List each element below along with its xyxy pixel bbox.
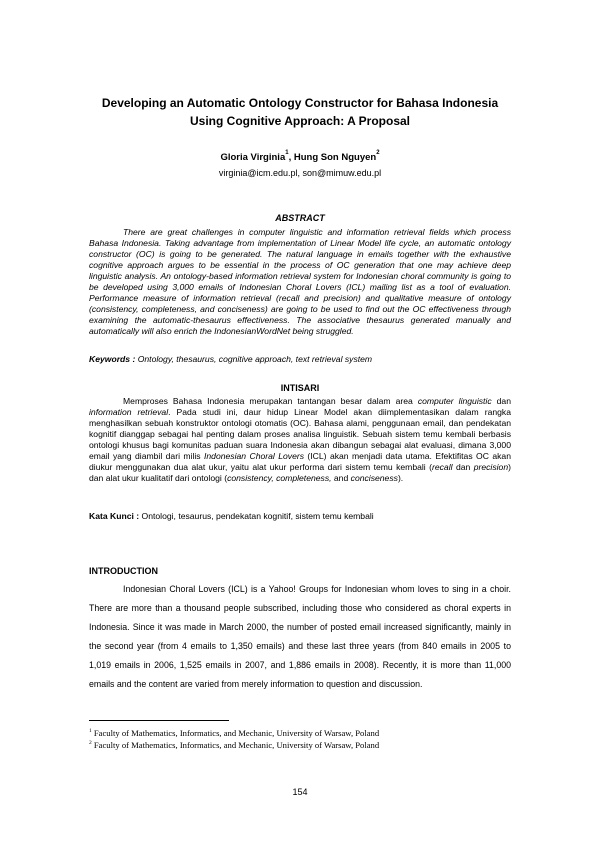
introduction-paragraph <box>89 580 511 694</box>
intisari-text: Memproses Bahasa Indonesia merupakan tantangan besar dalam area <box>123 396 418 406</box>
intisari-italic: Indonesian Choral Lovers <box>204 451 305 461</box>
intisari-heading: INTISARI <box>280 383 320 393</box>
footnote-separator <box>89 720 229 721</box>
intisari-italic: recall <box>431 462 453 472</box>
intisari-text: ). <box>397 473 404 483</box>
paper-title-line1: Developing an Automatic Ontology Constructor for Bahasa Indonesia <box>101 96 499 110</box>
footnote-number: 1 <box>89 728 92 734</box>
page-number: 154 <box>292 787 308 797</box>
intisari-italic: consistency, completeness, <box>227 473 332 483</box>
intisari-text: dan <box>452 462 474 472</box>
intisari-text: and <box>331 473 351 483</box>
intisari-italic: computer linguistic <box>417 396 492 406</box>
intisari-text: dan <box>491 396 511 406</box>
author-name: Gloria Virginia <box>220 152 286 163</box>
author-emails: virginia@icm.edu.pl, son@mimuw.edu.pl <box>218 168 382 178</box>
footnote-2 <box>89 740 379 750</box>
footnote-1 <box>89 728 379 738</box>
intisari-paragraph <box>89 396 511 484</box>
abstract-heading: ABSTRACT <box>275 213 325 223</box>
author-affiliation-mark: 1 <box>285 150 289 156</box>
footnote-text: Faculty of Mathematics, Informatics, and Mechanic, University of Warsaw, Poland <box>91 740 380 750</box>
footnote-number: 2 <box>89 740 92 746</box>
intisari-text: (ICL) akan menjadi data utama. Efektifitas OC akan diukur menggunakan dua alat ukur, yaitu alat ukur performa dari sistem temu kembali ( <box>89 451 511 472</box>
intisari-italic: conciseness <box>350 473 398 483</box>
author-separator: , <box>288 152 294 163</box>
abstract-text: There are great challenges in computer linguistic and information retrieval fields which process Bahasa Indonesia. Taking advantage from implementation of Linear Model life cycle, an automatic ontology constructor (OC) is going to be generated. The natural language in emails together with the exhaustive cognitive approach argues to be essential in the process of OC generation that one may achieve deep linguistic analysis. An ontology-based information retrieval system for Indonesian choral community is going to be developed using 3,000 emails of Indonesian Choral Lovers (ICL) mailing list as a tool of evaluation. Performance measure of information retrieval (recall and precision) and qualitative measure of ontology (consistency, completeness, and conciseness) are going to be used to find out the OC effectiveness through examining the automatic-thesaurus effectiveness. The associative thesaurus generated manually and automatically will also enrich the IndonesianWordNet being struggled. <box>89 227 511 336</box>
intisari-italic: precision <box>473 462 509 472</box>
intisari-text: ) dan alat ukur kualitatif dari ontologi ( <box>89 462 511 483</box>
introduction-heading: INTRODUCTION <box>89 566 158 576</box>
introduction-text: Indonesian Choral Lovers (ICL) is a Yahoo! Groups for Indonesian whom loves to sing in a choir. There are more than a thousand people subscribed, including those who considered as choral experts in Indonesia. Since it was made in March 2000, the number of posted email increased significantly, mainly in the second year (from 4 emails to 1,350 emails) and these last three years (from 840 emails in 2005 to 1,019 emails in 2006, 1,525 emails in 2007, and 1,886 emails in 2008). Recently, it is more than 11,000 emails and the content are varied from merely information to question and discussion. <box>89 584 511 689</box>
kata-kunci-line <box>89 511 519 522</box>
keywords-line <box>89 354 519 365</box>
kata-kunci-text: Ontologi, tesaurus, pendekatan kognitif, sistem temu kembali <box>141 511 374 521</box>
footnote-text: Faculty of Mathematics, Informatics, and Mechanic, University of Warsaw, Poland <box>91 728 380 738</box>
intisari-italic: information retrieval <box>89 407 169 417</box>
kata-kunci-label: Kata Kunci : <box>89 511 140 521</box>
keywords-label: Keywords : <box>89 354 136 364</box>
keywords-text: Ontology, thesaurus, cognitive approach, text retrieval system <box>137 354 373 364</box>
author-list <box>60 152 540 163</box>
intisari-text: . Pada studi ini, daur hidup Linear Model akan diimplementasikan dalam rangka menghasilkan sebuah konstruktor ontologi otomatis (OC). Bahasa alami, penggunaan email, dan pendekatan kognitif dianggap sebagai hal penting dalam proses analisa linguistik. Sebuah sistem temu kembali berbasis ontologi khusus bagi komunitas paduan suara Indonesia akan dibangun sebagai alat evaluasi, dimana 3,000 email yang diambil dari milis <box>89 407 511 461</box>
author-name: Hung Son Nguyen <box>293 152 377 163</box>
author-affiliation-mark: 2 <box>376 150 380 156</box>
abstract-paragraph <box>89 227 511 337</box>
paper-title-line2: Using Cognitive Approach: A Proposal <box>189 114 410 128</box>
